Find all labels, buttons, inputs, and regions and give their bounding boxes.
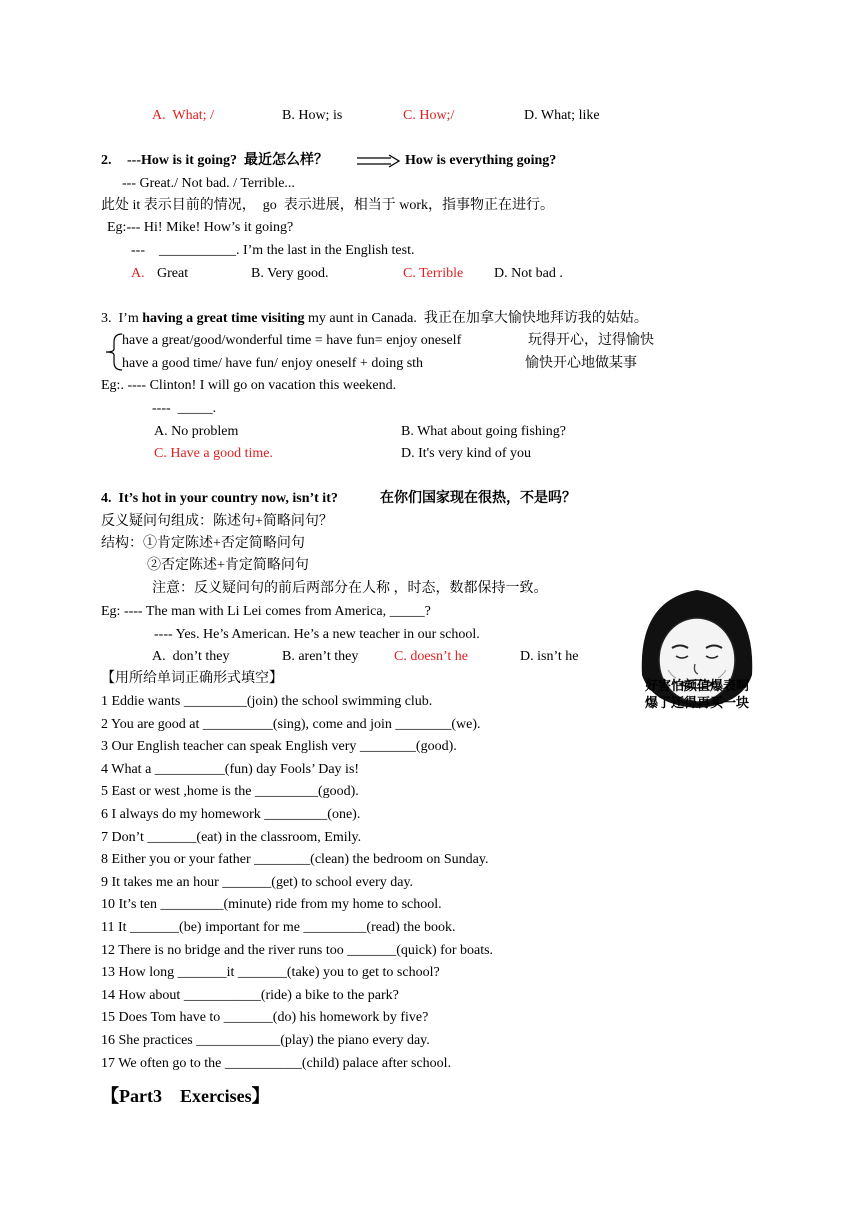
s2-option-b: B. Very good. [251,266,329,281]
exercise-item: 3 Our English teacher can speak English very ________(good). [101,739,457,755]
part3-heading: 【Part3 Exercises】 [101,1086,270,1106]
exercise-item: 11 It _______(be) important for me _________(read) the book. [101,920,456,935]
exercise-item: 14 How about ___________(ride) a bike to the park? [101,987,399,1003]
s3-option-a: A. No problem [154,424,239,439]
s2-heading: ---How is it going? 最近怎么样？ [127,153,329,168]
s4-option-b: B. aren’t they [282,649,359,664]
exercise-item: 6 I always do my homework _________(one). [101,807,361,822]
s2-option-a-letter: A. [131,266,145,281]
s2-option-d: D. Not bad . [494,266,563,281]
s4-heading: 4. It’s hot in your country now, isn’t it? [101,491,338,506]
fill-title: 【用所给单词正确形式填空】 [101,671,283,686]
s4-heading-cn: 在你们国家现在很热，不是吗？ [380,491,576,506]
q1-option-b: B. How; is [282,108,343,123]
s2-number: 2. [101,153,112,168]
exercise-item: 8 Either you or your father ________(clean) the bedroom on Sunday. [101,852,489,868]
s3-option-b: B. What about going fishing? [401,424,566,439]
exercise-item: 5 East or west ,home is the _________(good). [101,784,359,800]
s2-option-a: Great [157,266,189,281]
s3-example-question: Eg:. ---- Clinton! I will go on vacation this weekend. [101,378,397,393]
q1-option-a: A. What; / [152,108,214,123]
exercise-item: 17 We often go to the ___________(child) palace after school. [101,1055,452,1071]
s4-structure-1: 结构：①肯定陈述+否定简略问句 [101,536,305,551]
exercise-item: 15 Does Tom have to _______(do) his homework by five? [101,1010,429,1026]
s2-note: 此处 it 表示目前的情况， go 表示进展，相当于 work，指事物正在进行。 [101,198,555,213]
s2-heading-alt: How is everything going? [405,153,557,168]
exercise-item: 2 You are good at __________(sing), come and join ________(we). [101,716,481,732]
exercise-item: 1 Eddie wants _________(join) the school swimming club. [101,694,433,709]
s4-structure-2: ②否定陈述+肯定简略问句 [147,558,309,573]
s2-option-c: C. Terrible [403,266,464,281]
s4-option-c: C. doesn’t he [394,649,469,664]
s3-phrase-2-cn: 愉快开心地做某事 [525,356,637,371]
s4-definition: 反义疑问句组成：陈述句+简略问句？ [101,514,333,529]
s3-example-reply: ---- _____. [152,401,217,416]
meme-caption-2: 爆了还得再买一块 [644,696,749,711]
s4-option-d: D. isn’t he [520,649,579,664]
s4-example-reply: ---- Yes. He’s American. He’s a new teacher in our school. [154,627,480,642]
double-arrow-icon [355,155,401,167]
meme-caption-1: 好害怕颜值爆表啊 [644,679,749,694]
q1-option-c: C. How;/ [403,108,455,123]
exercise-item: 9 It takes me an hour _______(get) to school every day. [101,874,414,890]
s4-note: 注意：反义疑问句的前后两部分在人称 ，时态，数都保持一致。 [152,581,548,596]
exercise-item: 7 Don’t _______(eat) in the classroom, Emily. [101,829,362,845]
exercise-item: 12 There is no bridge and the river runs too _______(quick) for boats. [101,942,494,958]
s3-phrase-1: have a great/good/wonderful time = have fun= enjoy oneself [122,333,462,348]
s3-option-d: D. It's very kind of you [401,446,532,461]
exercise-item: 4 What a __________(fun) day Fools’ Day is! [101,761,360,777]
exercise-item: 13 How long _______it _______(take) you to get to school? [101,965,440,981]
s3-heading: 3. I’m having a great time visiting my aunt in Canada. 我正在加拿大愉快地拜访我的姑姑。 [101,311,648,326]
s2-replies: --- Great./ Not bad. / Terrible... [122,176,295,191]
s4-example-question: Eg: ---- The man with Li Lei comes from America, _____? [101,604,431,619]
exercise-item: 16 She practices ____________(play) the piano every day. [101,1033,430,1048]
s2-example-question: Eg:--- Hi! Mike! How’s it going? [107,220,294,235]
s2-example-reply: --- ___________. I’m the last in the English test. [131,243,415,258]
brace-icon [100,332,124,372]
s3-phrase-1-cn: 玩得开心，过得愉快 [528,333,654,348]
s4-option-a: A. don’t they [152,649,230,664]
s3-phrase-2: have a good time/ have fun/ enjoy oneself + doing sth [122,356,424,371]
exercise-item: 10 It’s ten _________(minute) ride from my home to school. [101,897,442,913]
q1-option-d: D. What; like [524,108,600,123]
s3-option-c: C. Have a good time. [154,446,273,461]
